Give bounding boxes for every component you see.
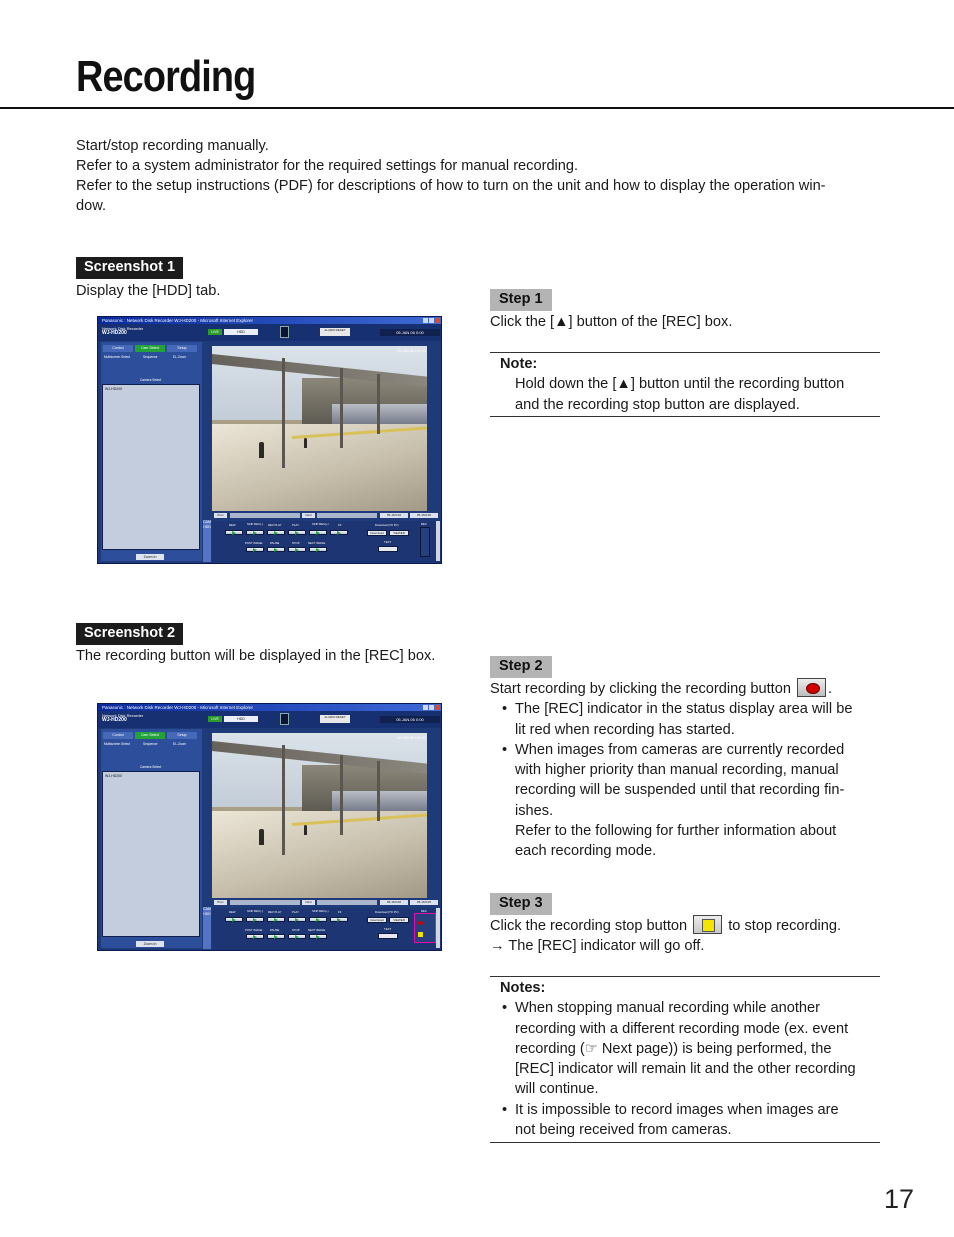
skip-rec-plus-button[interactable] bbox=[309, 530, 327, 535]
live-tab[interactable]: LIVE bbox=[208, 329, 222, 335]
window-title: Panasonic : Network Disk Recorder WJ-HD200 - Microsoft Internet Explorer bbox=[98, 317, 441, 324]
note-line: [REC] indicator will remain lit and the other recording bbox=[515, 1061, 856, 1078]
camera-image bbox=[212, 733, 427, 898]
page-title: Recording bbox=[76, 52, 256, 101]
step3-text: Click the recording stop button bbox=[490, 918, 688, 934]
stop-button[interactable] bbox=[288, 934, 306, 939]
viewer-button[interactable]: VIEWER bbox=[389, 917, 409, 923]
playback-controls bbox=[212, 908, 442, 950]
notes-list bbox=[490, 998, 880, 1140]
next-image-label: NEXT IMAGE bbox=[308, 541, 326, 545]
product-name bbox=[102, 326, 143, 336]
record-button-icon bbox=[797, 678, 826, 697]
post-image-label: POST IMAGE bbox=[245, 541, 263, 545]
tab-cam-select[interactable]: Cam Select bbox=[135, 732, 165, 739]
sequence-label: Sequence bbox=[143, 742, 158, 746]
ff-label: FF bbox=[338, 523, 342, 527]
step1-tag: Step 1 bbox=[490, 289, 552, 311]
ff-button[interactable] bbox=[330, 530, 348, 535]
note-line: It is impossible to record images when images are bbox=[515, 1101, 839, 1118]
intro-line: Start/stop recording manually. bbox=[76, 138, 269, 154]
step1-note bbox=[490, 352, 880, 417]
scrollbar[interactable] bbox=[436, 908, 440, 948]
download-label: Download (TO PC) bbox=[375, 910, 399, 914]
step3-text-end: to stop recording. bbox=[728, 918, 842, 934]
step3-instruction bbox=[490, 916, 882, 936]
camera-item[interactable]: WJ-HD200 bbox=[105, 387, 123, 391]
rew-label: REW bbox=[229, 910, 236, 914]
intro-line: dow. bbox=[76, 198, 107, 214]
next-image-label: NEXT IMAGE bbox=[308, 928, 326, 932]
step2-text-end: . bbox=[828, 681, 833, 697]
skip-rec-plus-label: SKIP REC(+) bbox=[312, 909, 329, 913]
rec-box[interactable] bbox=[280, 326, 289, 338]
record-button-icon[interactable] bbox=[418, 921, 423, 925]
bullet-line: When images from cameras are currently recorded bbox=[515, 741, 845, 758]
note-line: recording with a different recording mode (ex. event bbox=[515, 1020, 849, 1037]
camera-select-label: Camera Select bbox=[140, 765, 162, 769]
rec-label: REC bbox=[421, 909, 427, 913]
video-timestamp: 05.JAN.06 0:00:13 bbox=[397, 349, 426, 353]
text-label: TEXT bbox=[384, 927, 392, 931]
ff-button[interactable] bbox=[330, 917, 348, 922]
bullet-line: The [REC] indicator in the status display area will be bbox=[515, 701, 853, 718]
note-line: When stopping manual recording while another bbox=[515, 1000, 821, 1017]
stop-record-button-icon[interactable] bbox=[418, 932, 423, 937]
next-image-button[interactable] bbox=[309, 934, 327, 939]
clock-display: 05.JAN.06 0:00 bbox=[380, 716, 440, 723]
rec-panel-highlighted[interactable] bbox=[414, 913, 436, 943]
bullet-line: with higher priority than manual recording, manual bbox=[515, 762, 839, 779]
step3-body bbox=[490, 916, 882, 957]
viewer-button[interactable]: VIEWER bbox=[389, 530, 409, 536]
playback-controls bbox=[212, 521, 442, 563]
text-label: TEXT bbox=[384, 540, 392, 544]
skip-rec-plus-button[interactable] bbox=[309, 917, 327, 922]
el-zoom-label: EL-Zoom bbox=[173, 355, 187, 359]
tab-setup[interactable]: Setup bbox=[167, 345, 197, 352]
video-timestamp: 05.JAN.06 0:00:13 bbox=[397, 736, 426, 740]
rew-button[interactable] bbox=[225, 530, 243, 535]
date-to[interactable]: 05.JAN.06 bbox=[410, 900, 438, 905]
window-title: Panasonic : Network Disk Recorder WJ-HD200 - Microsoft Internet Explorer bbox=[98, 704, 441, 711]
post-image-label: POST IMAGE bbox=[245, 928, 263, 932]
sequence-label: Sequence bbox=[143, 355, 158, 359]
product-small: Network Disk Recorder bbox=[102, 713, 144, 718]
download-button[interactable]: Download bbox=[367, 917, 387, 923]
bullet-line: ishes. bbox=[515, 802, 554, 819]
clock-display: 05.JAN.06 0:00 bbox=[380, 329, 440, 336]
note-line: recording (☞ Next page)) is being performed, the bbox=[515, 1040, 832, 1057]
screenshot1-caption: Display the [HDD] tab. bbox=[76, 283, 221, 299]
seek-bar[interactable] bbox=[212, 900, 442, 906]
rev-play-button[interactable] bbox=[267, 917, 285, 922]
pause-button[interactable] bbox=[267, 934, 285, 939]
prev-button[interactable]: Prev bbox=[214, 513, 227, 518]
tab-cam-select[interactable]: Cam Select bbox=[135, 345, 165, 352]
screenshot1-tag: Screenshot 1 bbox=[76, 257, 183, 279]
notes-title: Notes: bbox=[500, 980, 546, 996]
camera-item[interactable]: WJ-HD200 bbox=[105, 774, 123, 778]
play-label: PLAY bbox=[292, 910, 299, 914]
step2-body bbox=[490, 679, 882, 862]
screenshot1-window bbox=[97, 316, 442, 564]
text-button[interactable] bbox=[378, 546, 398, 552]
alarm-reset-button[interactable]: ALARM RESET bbox=[320, 328, 350, 336]
step1-text: Click the [▲] button of the [REC] box. bbox=[490, 314, 733, 330]
rev-play-label: REV PLAY bbox=[268, 910, 282, 914]
download-label: Download (TO PC) bbox=[375, 523, 399, 527]
date-from[interactable]: 05.JAN.06 bbox=[380, 900, 408, 905]
bullet-line: recording will be suspended until that recording fin- bbox=[515, 782, 845, 799]
skip-rec-plus-label: SKIP REC(+) bbox=[312, 522, 329, 526]
post-image-button[interactable] bbox=[246, 547, 264, 552]
intro-text bbox=[76, 136, 886, 216]
tab-setup[interactable]: Setup bbox=[167, 732, 197, 739]
camera-list[interactable] bbox=[102, 771, 200, 937]
cam-hdd-strip: CAM HDD bbox=[203, 907, 211, 949]
bullet-line: lit red when recording has started. bbox=[515, 721, 735, 738]
skip-rec-minus-label: SKIP REC(-) bbox=[247, 522, 263, 526]
next-image-button[interactable] bbox=[309, 547, 327, 552]
scrollbar[interactable] bbox=[436, 521, 440, 561]
skip-rec-minus-label: SKIP REC(-) bbox=[247, 909, 263, 913]
intro-line: Refer to a system administrator for the required settings for manual recording. bbox=[76, 158, 579, 174]
window-buttons bbox=[423, 705, 440, 710]
next-button[interactable]: Next bbox=[302, 513, 315, 518]
el-zoom-label: EL-Zoom bbox=[173, 742, 187, 746]
date-to[interactable]: 05.JAN.06 bbox=[410, 513, 438, 518]
multiscreen-label: Multiscreen Select bbox=[104, 355, 131, 359]
rec-box[interactable] bbox=[280, 713, 289, 725]
rec-label: REC bbox=[421, 522, 427, 526]
product-small: Network Disk Recorder bbox=[102, 326, 144, 331]
camera-select-label: Camera Select bbox=[140, 378, 162, 382]
note-title: Note: bbox=[500, 356, 538, 372]
pause-label: PAUSE bbox=[270, 541, 280, 545]
note-line: will continue. bbox=[515, 1081, 599, 1098]
ff-label: FF bbox=[338, 910, 342, 914]
window-buttons bbox=[423, 318, 440, 323]
screenshot2-tag: Screenshot 2 bbox=[76, 623, 183, 645]
seek-bar[interactable] bbox=[212, 513, 442, 519]
post-image-button[interactable] bbox=[246, 934, 264, 939]
product-name bbox=[102, 713, 143, 723]
rew-button[interactable] bbox=[225, 917, 243, 922]
step2-sub-line: each recording mode. bbox=[515, 843, 657, 860]
cam-hdd-strip: CAM HDD bbox=[203, 520, 211, 562]
download-button[interactable]: Download bbox=[367, 530, 387, 536]
list-item bbox=[490, 998, 880, 1099]
date-from[interactable]: 05.JAN.06 bbox=[380, 513, 408, 518]
tab-control[interactable]: Control bbox=[103, 345, 133, 352]
live-tab[interactable]: LIVE bbox=[208, 716, 222, 722]
text-button[interactable] bbox=[378, 933, 398, 939]
stop-label: STOP bbox=[292, 928, 300, 932]
screenshot2-window bbox=[97, 703, 442, 951]
camera-list[interactable] bbox=[102, 384, 200, 550]
step2-instruction bbox=[490, 679, 882, 699]
step3-notes bbox=[490, 976, 880, 1143]
camera-image bbox=[212, 346, 427, 511]
pause-label: PAUSE bbox=[270, 928, 280, 932]
hdd-tab[interactable]: HDD bbox=[224, 716, 258, 722]
zoom-in-button[interactable]: Zoom In bbox=[136, 554, 164, 560]
skip-rec-minus-button[interactable] bbox=[246, 917, 264, 922]
prev-button[interactable]: Prev bbox=[214, 900, 227, 905]
rev-play-button[interactable] bbox=[267, 530, 285, 535]
hdd-tab[interactable]: HDD bbox=[224, 329, 258, 335]
play-button[interactable] bbox=[288, 917, 306, 922]
stop-button[interactable] bbox=[288, 547, 306, 552]
zoom-in-button[interactable]: Zoom In bbox=[136, 941, 164, 947]
intro-line: Refer to the setup instructions (PDF) for descriptions of how to turn on the unit and how to display the operation win- bbox=[76, 178, 826, 194]
alarm-reset-button[interactable]: ALARM RESET bbox=[320, 715, 350, 723]
note-line: Hold down the [▲] button until the recording button bbox=[515, 376, 845, 393]
step2-tag: Step 2 bbox=[490, 656, 552, 678]
rec-panel[interactable] bbox=[420, 527, 430, 557]
screenshot2-caption: The recording button will be displayed in the [REC] box. bbox=[76, 648, 436, 664]
note-line: not being received from cameras. bbox=[515, 1122, 732, 1139]
step2-sub-line: Refer to the following for further information about bbox=[515, 823, 837, 840]
pause-button[interactable] bbox=[267, 547, 285, 552]
step2-bullets bbox=[490, 699, 882, 821]
note-line: and the recording stop button are displayed. bbox=[515, 396, 800, 413]
tab-control[interactable]: Control bbox=[103, 732, 133, 739]
step2-text: Start recording by clicking the recording button bbox=[490, 681, 791, 697]
rev-play-label: REV PLAY bbox=[268, 523, 282, 527]
next-button[interactable]: Next bbox=[302, 900, 315, 905]
product-model: WJ-HD200 bbox=[102, 717, 127, 723]
stop-label: STOP bbox=[292, 541, 300, 545]
list-item bbox=[490, 740, 882, 821]
step3-tag: Step 3 bbox=[490, 893, 552, 915]
play-label: PLAY bbox=[292, 523, 299, 527]
stop-record-button-icon bbox=[693, 915, 722, 934]
title-rule bbox=[0, 107, 954, 109]
rew-label: REW bbox=[229, 523, 236, 527]
skip-rec-minus-button[interactable] bbox=[246, 530, 264, 535]
play-button[interactable] bbox=[288, 530, 306, 535]
page-number: 17 bbox=[884, 1184, 915, 1214]
product-model: WJ-HD200 bbox=[102, 330, 127, 336]
list-item bbox=[490, 699, 882, 740]
list-item bbox=[490, 1100, 880, 1141]
step3-result: → The [REC] indicator will go off. bbox=[490, 938, 705, 955]
multiscreen-label: Multiscreen Select bbox=[104, 742, 131, 746]
